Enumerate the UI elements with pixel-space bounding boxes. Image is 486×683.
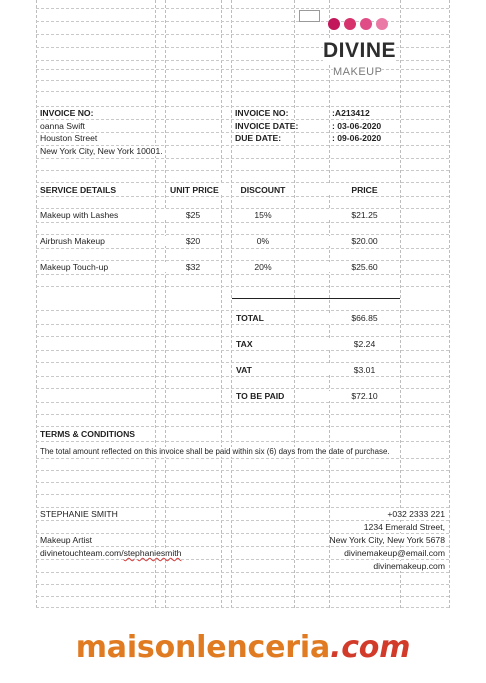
invoice-number-value: :A213412 — [332, 108, 370, 118]
vat-label: VAT — [236, 365, 252, 375]
brand-dot-4 — [376, 18, 388, 30]
watermark-main: maisonlenceria — [75, 630, 330, 665]
invoice-date-value: : 03-06-2020 — [332, 121, 382, 131]
vat-value: $3.01 — [329, 365, 400, 375]
table-row-price: $20.00 — [329, 236, 400, 246]
website-handle: stephaniesmith — [123, 548, 182, 558]
due-date-value: : 09-06-2020 — [332, 133, 382, 143]
table-row-unit-price: $20 — [165, 236, 221, 246]
brand-name: DIVINE — [323, 39, 397, 62]
table-row-unit-price: $32 — [165, 262, 221, 272]
contact-site[interactable]: divinemakeup.com — [373, 561, 445, 571]
table-row-service: Airbrush Makeup — [40, 236, 105, 246]
table-row-price: $21.25 — [329, 210, 400, 220]
client-street: Houston Street — [40, 133, 98, 143]
tax-value: $2.24 — [329, 339, 400, 349]
due-date-label: DUE DATE: — [235, 133, 282, 143]
invoice-number-label: INVOICE NO: — [235, 108, 289, 118]
table-row-service: Makeup with Lashes — [40, 210, 119, 220]
header-unit-price: UNIT PRICE — [170, 185, 222, 195]
to-be-paid-label: TO BE PAID — [236, 391, 285, 401]
total-label: TOTAL — [236, 313, 264, 323]
selected-cell-indicator[interactable] — [299, 10, 320, 22]
watermark-tld: .com — [330, 630, 411, 665]
table-row-discount: 15% — [232, 210, 294, 220]
brand-dot-1 — [328, 18, 340, 30]
table-row-service: Makeup Touch-up — [40, 262, 109, 272]
header-service-details: SERVICE DETAILS — [40, 185, 117, 195]
terms-text: The total amount reflected on this invoice shall be paid within six (6) days from the date of purchase. — [40, 447, 390, 456]
header-discount: DISCOUNT — [232, 185, 294, 195]
client-city: New York City, New York 10001. — [40, 146, 163, 156]
artist-name: STEPHANIE SMITH — [40, 509, 118, 519]
artist-website[interactable] — [40, 548, 181, 558]
totals-divider — [232, 298, 400, 299]
contact-phone: +032 2333 221 — [387, 509, 445, 519]
contact-email[interactable]: divinemakeup@email.com — [344, 548, 445, 558]
to-be-paid-value: $72.10 — [329, 391, 400, 401]
terms-heading: TERMS & CONDITIONS — [40, 429, 136, 439]
watermark — [0, 628, 486, 668]
bill-to-label: INVOICE NO: — [40, 108, 94, 118]
artist-role: Makeup Artist — [40, 535, 93, 545]
total-value: $66.85 — [329, 313, 400, 323]
brand-dot-3 — [360, 18, 372, 30]
brand-dot-2 — [344, 18, 356, 30]
tax-label: TAX — [236, 339, 253, 349]
website-prefix: divinetouchteam.com/ — [40, 548, 124, 558]
invoice-sheet — [36, 0, 449, 608]
table-row-discount: 0% — [232, 236, 294, 246]
table-row-unit-price: $25 — [165, 210, 221, 220]
contact-address-line-2: New York City, New York 5678 — [329, 535, 445, 545]
table-row-discount: 20% — [232, 262, 294, 272]
table-row-price: $25.60 — [329, 262, 400, 272]
client-name: oanna Swift — [40, 121, 85, 131]
invoice-date-label: INVOICE DATE: — [235, 121, 299, 131]
grid-column-line — [449, 0, 450, 608]
contact-address-line-1: 1234 Emerald Street, — [363, 522, 445, 532]
header-price: PRICE — [329, 185, 400, 195]
brand-tagline: MAKEUP — [333, 66, 383, 78]
